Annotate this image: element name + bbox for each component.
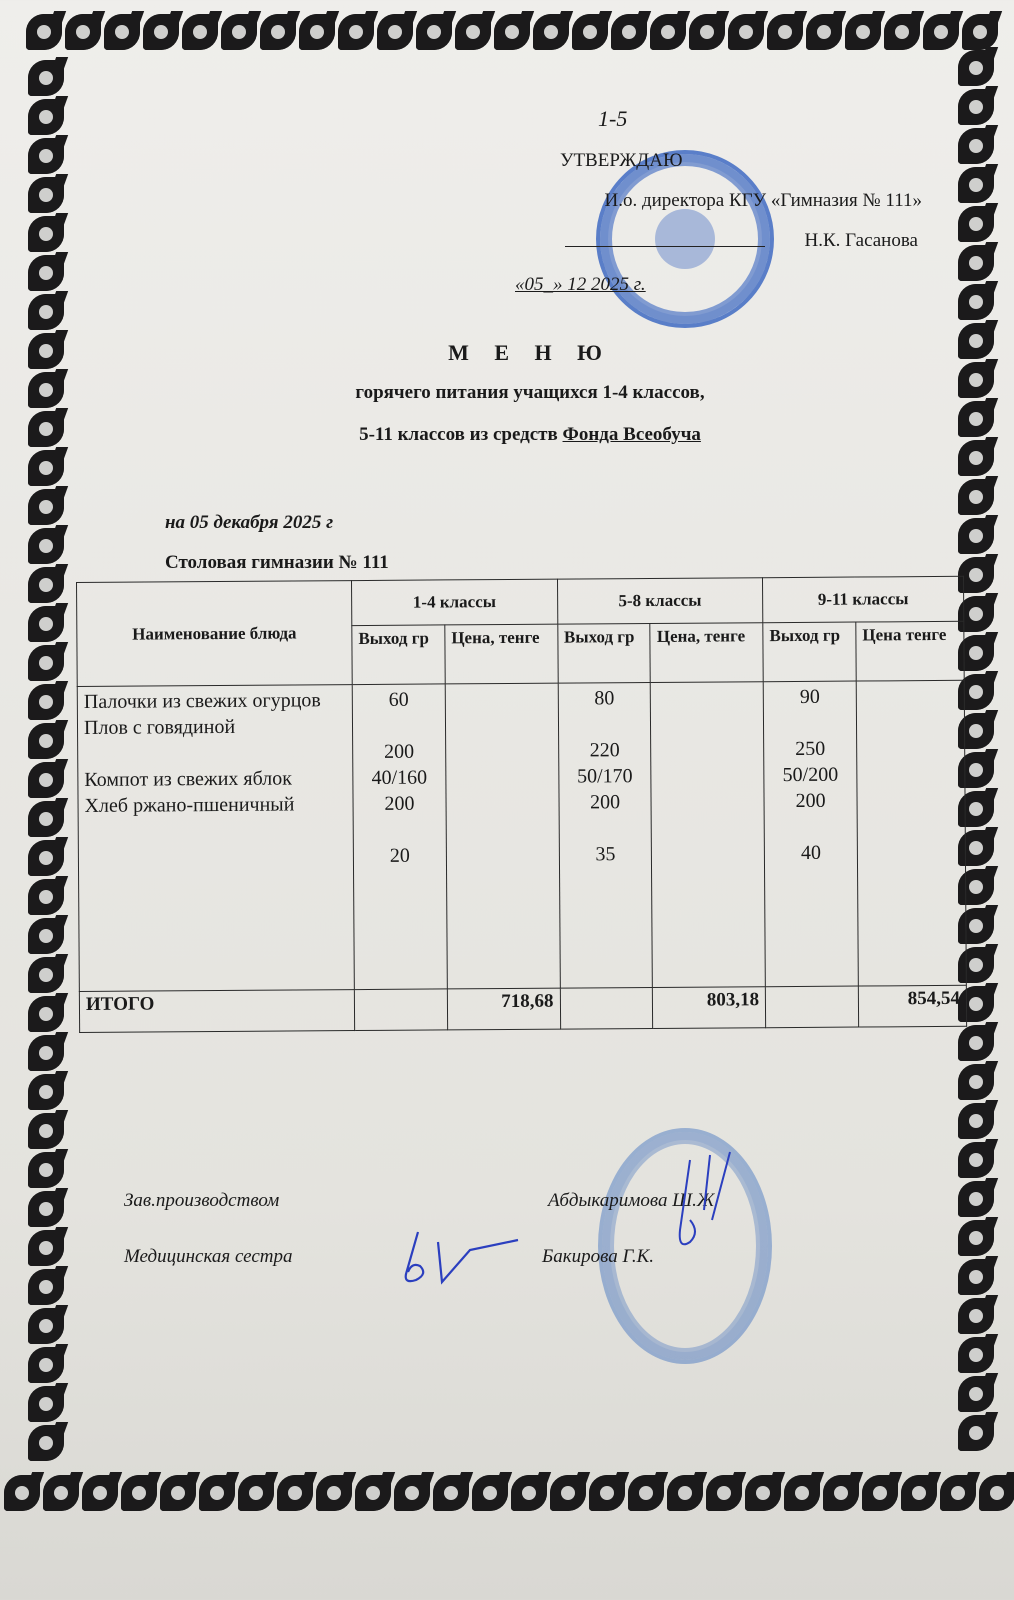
- ornament-icon: [299, 14, 335, 50]
- ornament-icon: [550, 1475, 586, 1511]
- ornament-icon: [628, 1475, 664, 1511]
- ornament-icon: [28, 918, 64, 954]
- table-header-row: [77, 576, 964, 627]
- ornament-icon: [82, 1475, 118, 1511]
- ornament-icon: [958, 89, 994, 125]
- total-row: [79, 985, 966, 1032]
- ornament-icon: [823, 1475, 859, 1511]
- ornament-icon: [958, 50, 994, 86]
- spacer: [359, 712, 439, 739]
- price-9-11-cell: [856, 680, 966, 986]
- ornament-icon: [26, 14, 62, 50]
- ornament-icon: [28, 1191, 64, 1227]
- ornament-icon: [728, 14, 764, 50]
- ornament-icon: [394, 1475, 430, 1511]
- dish-name: Палочки из свежих огурцов: [83, 689, 321, 713]
- ornament-icon: [689, 14, 725, 50]
- ornament-icon: [377, 14, 413, 50]
- dish-name-spacer: [84, 739, 346, 767]
- ornament-icon: [28, 567, 64, 603]
- canteen-name: Столовая гимназии № 111: [165, 552, 389, 573]
- yield-value: 35: [595, 843, 616, 866]
- total-label: ИТОГО: [79, 990, 354, 1033]
- dish-name: Плов с говядиной: [83, 715, 236, 739]
- spacer: [360, 816, 440, 843]
- ornament-icon: [862, 1475, 898, 1511]
- ornament-icon: [958, 1259, 994, 1295]
- approve-date: «05_» 12 2025 г.: [515, 274, 646, 295]
- ornament-icon: [28, 1113, 64, 1149]
- ornament-icon: [958, 518, 994, 554]
- ornament-icon: [104, 14, 140, 50]
- ornament-icon: [958, 167, 994, 203]
- spacer: [771, 814, 851, 841]
- document-subtitle-line1: горячего питания учащихся 1-4 классов,: [355, 382, 705, 403]
- ornament-border-bottom: [4, 1475, 1014, 1511]
- ornament-icon: [806, 14, 842, 50]
- ornament-icon: [706, 1475, 742, 1511]
- ornament-icon: [199, 1475, 235, 1511]
- ornament-icon: [958, 1025, 994, 1061]
- total-9-11: 854,54: [858, 985, 966, 1027]
- approve-label: УТВЕРЖДАЮ: [560, 150, 683, 171]
- group-header-5-8: 5-8 классы: [557, 578, 763, 624]
- subheader-yield: Выход гр: [557, 623, 650, 683]
- ornament-icon: [28, 840, 64, 876]
- ornament-icon: [884, 14, 920, 50]
- ornament-icon: [745, 1475, 781, 1511]
- ornament-icon: [28, 801, 64, 837]
- ornament-icon: [667, 1475, 703, 1511]
- ornament-icon: [958, 128, 994, 164]
- nurse-role: Медицинская сестра: [124, 1246, 293, 1267]
- ornament-border-left: [28, 60, 64, 1461]
- ornament-icon: [28, 1074, 64, 1110]
- ornament-icon: [962, 14, 998, 50]
- yield-value: 20: [389, 844, 410, 867]
- fund-name: Фонда Всеобуча: [562, 424, 701, 445]
- ornament-icon: [28, 99, 64, 135]
- ornament-icon: [28, 1308, 64, 1344]
- ornament-icon: [43, 1475, 79, 1511]
- group-header-1-4: 1-4 классы: [351, 579, 557, 625]
- ornament-icon: [28, 177, 64, 213]
- yield-value: 80: [594, 687, 615, 710]
- ornament-icon: [121, 1475, 157, 1511]
- ornament-icon: [455, 14, 491, 50]
- yield-5-8-cell: [558, 682, 653, 988]
- ornament-icon: [28, 216, 64, 252]
- director-name: Н.К. Гасанова: [804, 230, 918, 251]
- nurse-signature-icon: [398, 1222, 528, 1292]
- ornament-icon: [901, 1475, 937, 1511]
- yield-value: 60: [388, 688, 409, 711]
- yield-value: 220: [589, 739, 620, 762]
- subheader-price: Цена, тенге: [445, 624, 558, 684]
- yield-value: 250: [795, 737, 826, 760]
- ornament-icon: [355, 1475, 391, 1511]
- ornament-icon: [958, 284, 994, 320]
- production-signature-icon: [660, 1150, 750, 1270]
- ornament-icon: [316, 1475, 352, 1511]
- ornament-icon: [958, 1142, 994, 1178]
- spacer: [564, 711, 644, 738]
- price-5-8-cell: [651, 682, 766, 988]
- total-empty: [354, 989, 447, 1031]
- document-title: М Е Н Ю: [448, 340, 612, 365]
- ornament-icon: [940, 1475, 976, 1511]
- ornament-icon: [28, 645, 64, 681]
- ornament-icon: [511, 1475, 547, 1511]
- subheader-yield: Выход гр: [763, 622, 856, 682]
- yield-value: 40/160: [371, 766, 428, 789]
- ornament-icon: [958, 1376, 994, 1412]
- yield-1-4-cell: [352, 684, 447, 990]
- ornament-icon: [958, 1337, 994, 1373]
- ornament-icon: [28, 762, 64, 798]
- ornament-icon: [182, 14, 218, 50]
- ornament-icon: [28, 879, 64, 915]
- ornament-icon: [28, 684, 64, 720]
- menu-table: [76, 576, 967, 1033]
- table-row: [77, 680, 966, 991]
- spacer: [770, 710, 850, 737]
- ornament-icon: [28, 294, 64, 330]
- ornament-icon: [277, 1475, 313, 1511]
- nurse-name: Бакирова Г.К.: [542, 1246, 654, 1267]
- ornament-icon: [589, 1475, 625, 1511]
- dish-header: Наименование блюда: [77, 581, 353, 687]
- ornament-icon: [784, 1475, 820, 1511]
- ornament-icon: [494, 14, 530, 50]
- subtitle-prefix: 5-11 классов из средств: [359, 424, 563, 445]
- ornament-icon: [221, 14, 257, 50]
- ornament-icon: [572, 14, 608, 50]
- ornament-icon: [923, 14, 959, 50]
- ornament-icon: [958, 479, 994, 515]
- ornament-icon: [28, 489, 64, 525]
- ornament-border-top: [26, 14, 998, 50]
- ornament-icon: [28, 1347, 64, 1383]
- ornament-icon: [28, 1386, 64, 1422]
- yield-value: 50/170: [576, 765, 633, 788]
- yield-value: 200: [384, 740, 415, 763]
- ornament-icon: [958, 1064, 994, 1100]
- dish-name: Компот из свежих яблок: [84, 767, 293, 791]
- menu-date: на 05 декабря 2025 г: [165, 512, 334, 533]
- total-1-4: 718,68: [447, 988, 560, 1030]
- price-1-4-cell: [445, 683, 560, 989]
- ornament-icon: [4, 1475, 40, 1511]
- ornament-icon: [611, 14, 647, 50]
- total-empty: [765, 986, 858, 1028]
- yield-value: 50/200: [782, 763, 839, 787]
- yield-value: 90: [799, 685, 820, 708]
- ornament-icon: [958, 1181, 994, 1217]
- ornament-icon: [958, 1298, 994, 1334]
- dish-names-cell: [77, 685, 354, 992]
- yield-value: 200: [795, 789, 826, 812]
- subheader-yield: Выход гр: [352, 625, 445, 685]
- director-title: И.о. директора КГУ «Гимназия № 111»: [604, 190, 922, 211]
- ornament-icon: [28, 996, 64, 1032]
- ornament-icon: [650, 14, 686, 50]
- ornament-icon: [28, 1425, 64, 1461]
- ornament-icon: [958, 245, 994, 281]
- ornament-icon: [160, 1475, 196, 1511]
- ornament-icon: [28, 957, 64, 993]
- ornament-icon: [28, 723, 64, 759]
- ornament-icon: [28, 450, 64, 486]
- ornament-icon: [28, 138, 64, 174]
- document-subtitle-line2: [0, 424, 1014, 446]
- ornament-icon: [472, 1475, 508, 1511]
- ornament-icon: [28, 1230, 64, 1266]
- signature-line: [565, 232, 765, 247]
- ornament-icon: [958, 1220, 994, 1256]
- yield-9-11-cell: [763, 681, 858, 987]
- ornament-icon: [979, 1475, 1014, 1511]
- subheader-price: Цена тенге: [856, 621, 964, 681]
- ornament-icon: [958, 1415, 994, 1451]
- ornament-icon: [958, 1103, 994, 1139]
- ornament-icon: [28, 1035, 64, 1071]
- dish-name: Хлеб ржано-пшеничный: [84, 793, 295, 817]
- ornament-icon: [28, 1269, 64, 1305]
- ornament-icon: [28, 255, 64, 291]
- ornament-icon: [533, 14, 569, 50]
- yield-value: 40: [800, 841, 822, 864]
- ornament-icon: [28, 1152, 64, 1188]
- ornament-icon: [238, 1475, 274, 1511]
- group-header-9-11: 9-11 классы: [763, 576, 964, 622]
- ornament-icon: [845, 14, 881, 50]
- ornament-icon: [767, 14, 803, 50]
- production-role: Зав.производством: [124, 1190, 280, 1211]
- spacer: [565, 815, 645, 842]
- yield-value: 200: [384, 792, 415, 815]
- ornament-icon: [416, 14, 452, 50]
- page-number: 1-5: [598, 106, 628, 131]
- ornament-icon: [143, 14, 179, 50]
- ornament-icon: [433, 1475, 469, 1511]
- total-empty: [560, 987, 653, 1029]
- yield-value: 200: [589, 791, 621, 814]
- ornament-icon: [958, 206, 994, 242]
- ornament-icon: [260, 14, 296, 50]
- ornament-icon: [28, 606, 64, 642]
- subheader-price: Цена, тенге: [650, 623, 763, 683]
- ornament-icon: [65, 14, 101, 50]
- ornament-icon: [28, 60, 64, 96]
- ornament-icon: [28, 528, 64, 564]
- production-name: Абдыкаримова Ш.Ж: [548, 1190, 715, 1211]
- total-5-8: 803,18: [653, 987, 766, 1029]
- ornament-icon: [338, 14, 374, 50]
